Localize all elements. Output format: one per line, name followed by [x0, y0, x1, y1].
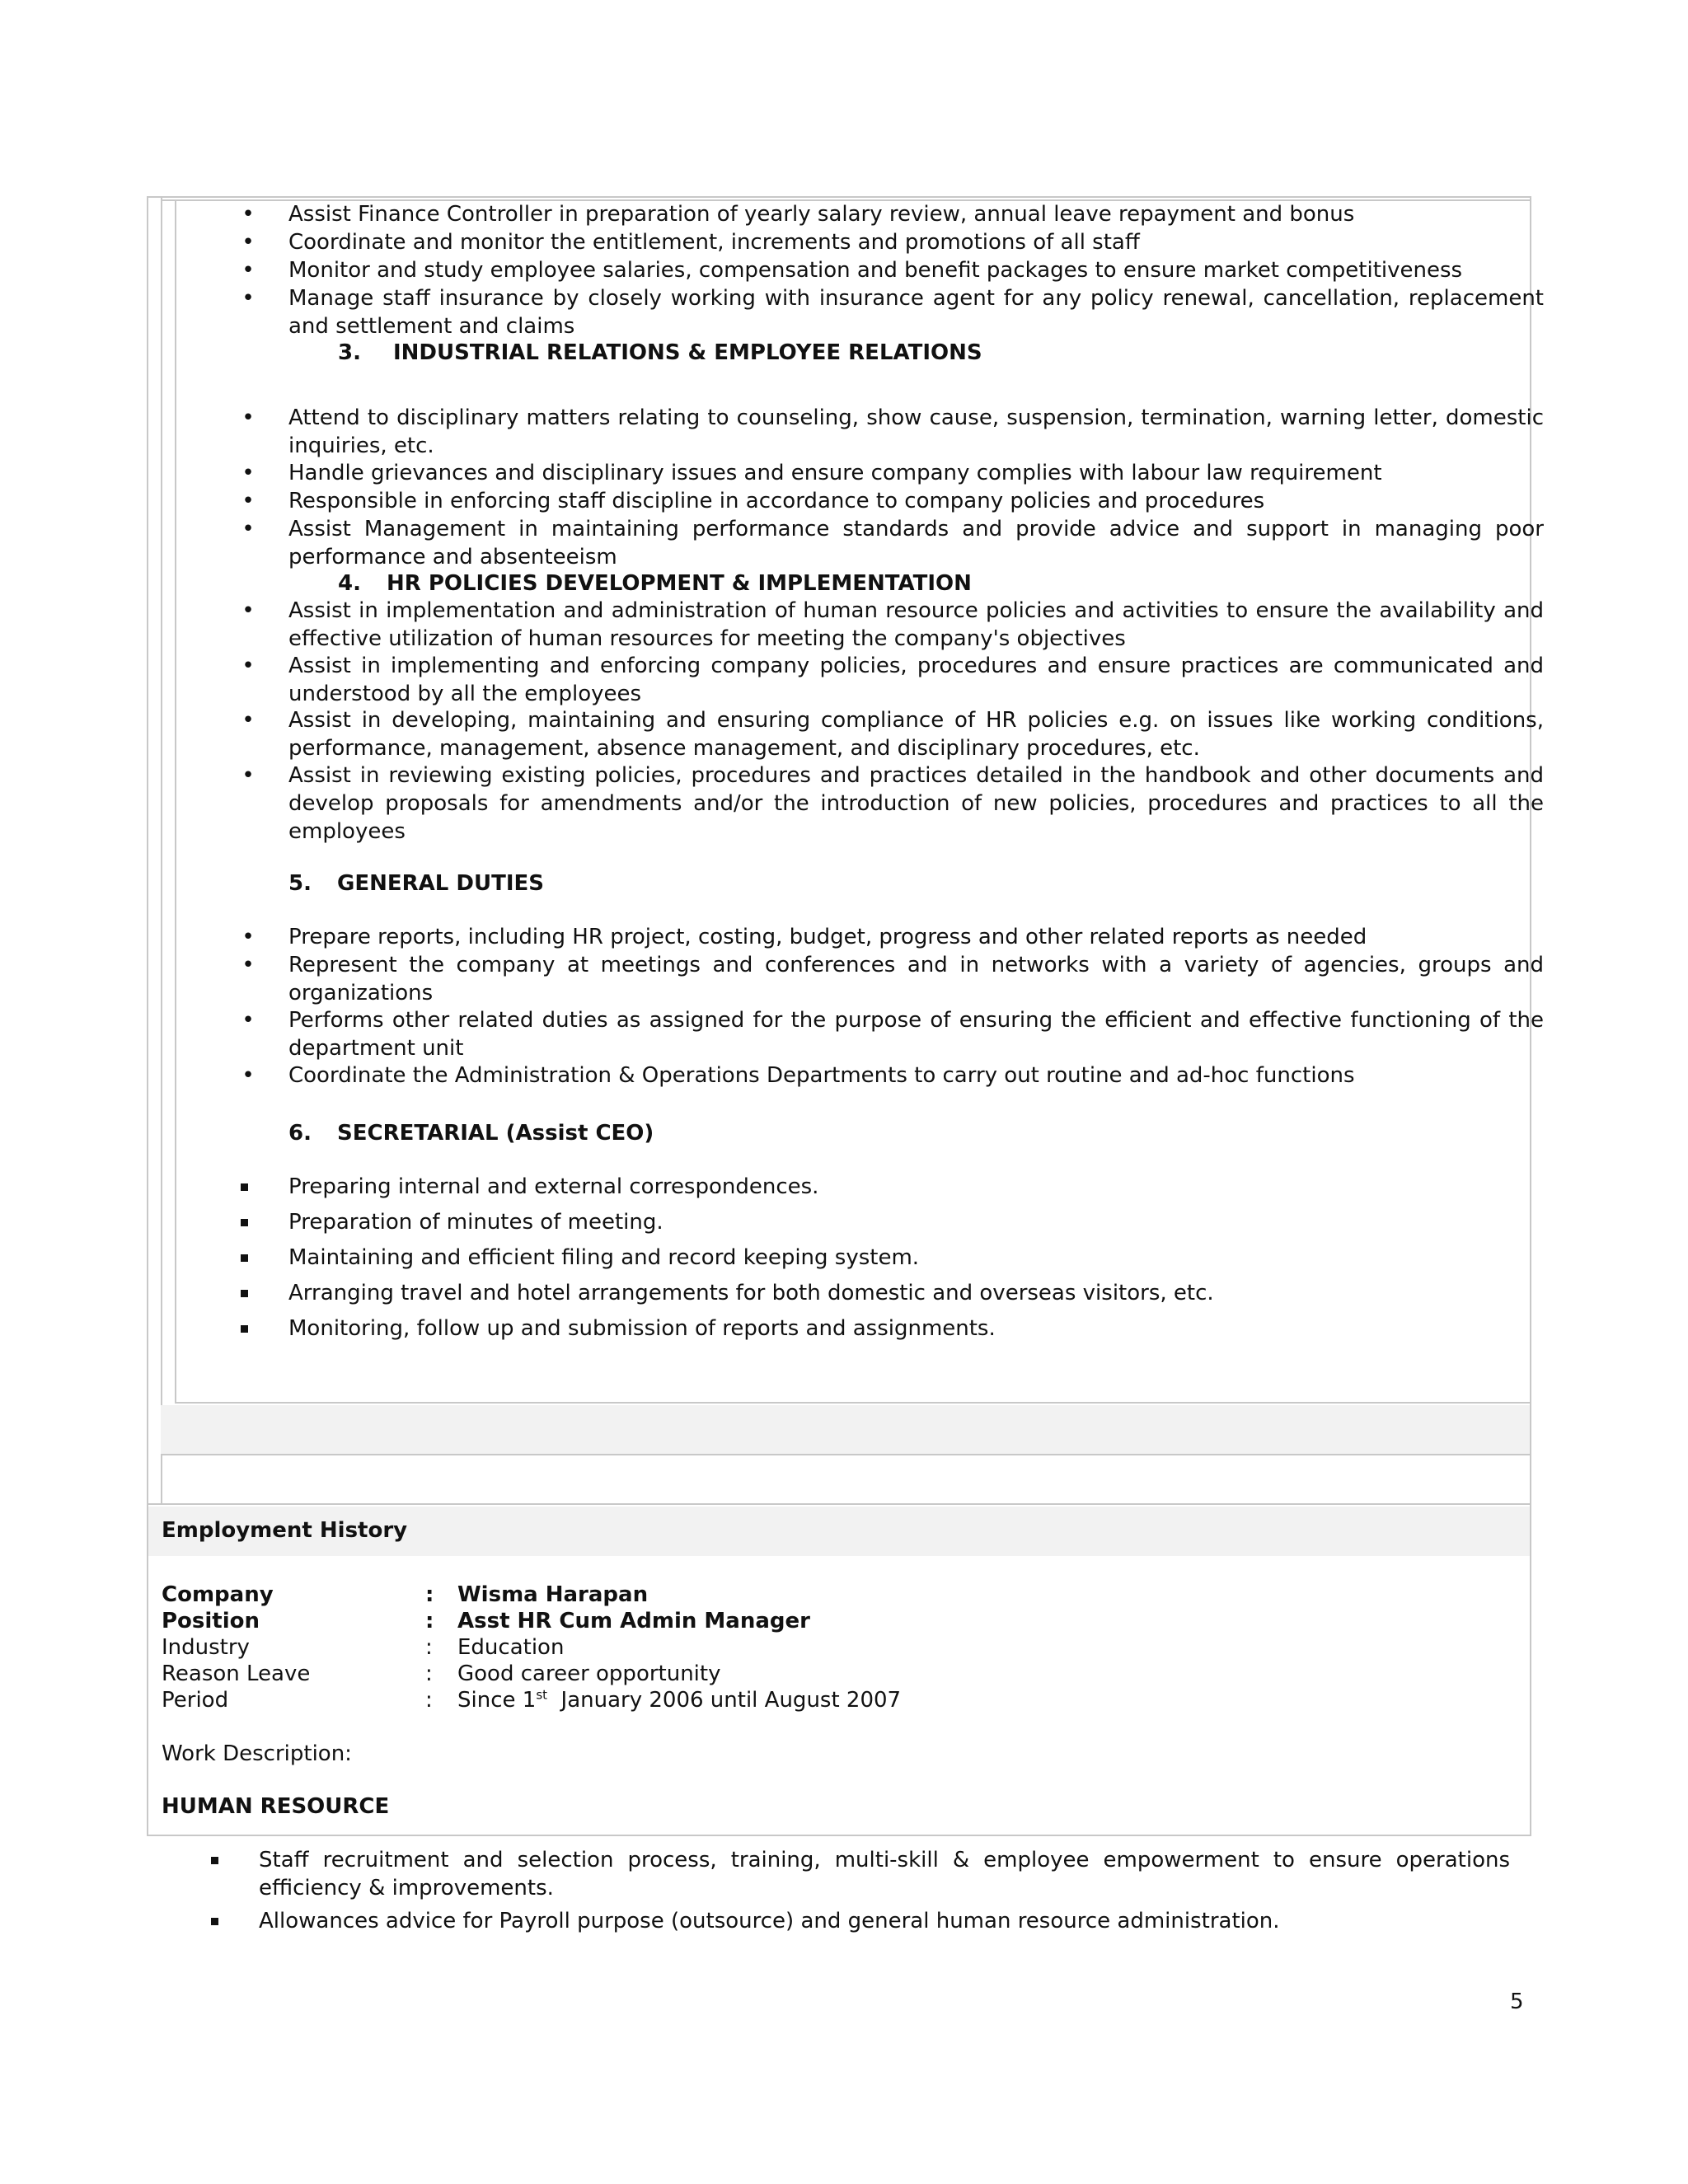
square-bullet — [241, 1219, 248, 1226]
page-number: 5 — [1510, 1990, 1524, 2014]
list-item: Performs other related duties as assigned for the purpose of ensuring the efficient and effective functioning of the department unit — [288, 1008, 1544, 1061]
bullet-dot: • — [241, 763, 255, 788]
list-item: Assist in implementation and administration of human resource policies and activities to ensure the availability and effective utilization of human resources for meeting the company's objectives — [288, 598, 1544, 651]
period-value-start: Since 1 — [457, 1688, 537, 1713]
colon: : — [425, 1635, 433, 1660]
list-item: Coordinate and monitor the entitlement, increments and promotions of all staff — [288, 230, 1140, 255]
position-value: Asst HR Cum Admin Manager — [457, 1609, 810, 1633]
bullet-dot: • — [241, 230, 255, 255]
list-item: Monitor and study employee salaries, compensation and benefit packages to ensure market competitiveness — [288, 258, 1463, 283]
colon: : — [425, 1582, 434, 1607]
list-item: Assist Management in maintaining performance standards and provide advice and support in managing poor performance and absenteeism — [288, 517, 1544, 569]
square-bullet — [241, 1183, 248, 1191]
employment-history-heading: Employment History — [162, 1518, 408, 1543]
section-title: HR POLICIES DEVELOPMENT & IMPLEMENTATION — [387, 571, 972, 596]
bullet-dot: • — [241, 654, 255, 678]
list-item: Allowances advice for Payroll purpose (outsource) and general human resource administration. — [259, 1909, 1280, 1933]
reason-leave-value: Good career opportunity — [457, 1661, 721, 1686]
bullet-dot: • — [241, 953, 255, 977]
company-label: Company — [162, 1582, 274, 1607]
human-resource-heading: HUMAN RESOURCE — [162, 1794, 390, 1819]
list-item: Monitoring, follow up and submission of reports and assignments. — [288, 1316, 996, 1341]
bullet-dot: • — [241, 461, 255, 485]
bullet-dot: • — [241, 286, 255, 311]
period-value — [457, 1686, 901, 1714]
list-item: Assist Finance Controller in preparation of yearly salary review, annual leave repayment and bonus — [288, 202, 1355, 227]
company-value: Wisma Harapan — [457, 1582, 649, 1607]
list-item: Coordinate the Administration & Operations Departments to carry out routine and ad-hoc functions — [288, 1063, 1355, 1088]
square-bullet — [211, 1857, 218, 1864]
section-number: 3. — [338, 340, 361, 365]
square-bullet — [241, 1254, 248, 1262]
list-item: Prepare reports, including HR project, costing, budget, progress and other related reports as needed — [288, 925, 1367, 949]
list-item: Maintaining and efficient filing and record keeping system. — [288, 1245, 920, 1270]
section-number: 5. — [288, 871, 312, 896]
square-bullet — [211, 1918, 218, 1925]
section-title: INDUSTRIAL RELATIONS & EMPLOYEE RELATIONS — [393, 340, 982, 365]
work-description-label: Work Description: — [162, 1741, 352, 1766]
bullet-dot: • — [241, 202, 255, 227]
bullet-dot: • — [241, 598, 255, 623]
list-item: Preparing internal and external correspondences. — [288, 1174, 819, 1199]
colon: : — [425, 1661, 433, 1686]
bullet-dot: • — [241, 517, 255, 541]
bullet-dot: • — [241, 1063, 255, 1088]
bullet-dot: • — [241, 925, 255, 949]
bullet-dot: • — [241, 489, 255, 513]
list-item: Assist in reviewing existing policies, procedures and practices detailed in the handbook and other documents and develop proposals for amendments and/or the introduction of new policies, procedures and practices to all the employees — [288, 763, 1544, 844]
bullet-dot: • — [241, 708, 255, 733]
industry-label: Industry — [162, 1635, 250, 1660]
section-title: SECRETARIAL (Assist CEO) — [337, 1121, 654, 1146]
list-item: Attend to disciplinary matters relating to counseling, show cause, suspension, termination, warning letter, domestic inquiries, etc. — [288, 405, 1544, 458]
colon: : — [425, 1688, 433, 1713]
list-item: Manage staff insurance by closely working with insurance agent for any policy renewal, cancellation, replacement and settlement and claims — [288, 286, 1544, 339]
list-item: Arranging travel and hotel arrangements for both domestic and overseas visitors, etc. — [288, 1281, 1214, 1305]
list-item: Assist in implementing and enforcing company policies, procedures and ensure practices are communicated and understood by all the employees — [288, 654, 1544, 706]
list-item: Handle grievances and disciplinary issues and ensure company complies with labour law requirement — [288, 461, 1382, 485]
reason-leave-label: Reason Leave — [162, 1661, 311, 1686]
list-item: Staff recruitment and selection process, training, multi-skill & employee empowerment to ensure operations efficiency & improvements. — [259, 1848, 1510, 1900]
period-value-end: January 2006 until August 2007 — [547, 1688, 902, 1713]
section-number: 4. — [338, 571, 361, 596]
bullet-dot: • — [241, 405, 255, 430]
bullet-dot: • — [241, 258, 255, 283]
list-item: Assist in developing, maintaining and ensuring compliance of HR policies e.g. on issues like working conditions, performance, management, absence management, and disciplinary procedures, etc. — [288, 708, 1544, 761]
square-bullet — [241, 1325, 248, 1333]
period-label: Period — [162, 1688, 229, 1713]
period-ordinal-suffix: st — [536, 1687, 548, 1703]
section-number: 6. — [288, 1121, 312, 1146]
list-item: Responsible in enforcing staff discipline in accordance to company policies and procedures — [288, 489, 1265, 513]
bullet-dot: • — [241, 1008, 255, 1033]
section-title: GENERAL DUTIES — [337, 871, 544, 896]
square-bullet — [241, 1290, 248, 1297]
colon: : — [425, 1609, 434, 1633]
list-item: Preparation of minutes of meeting. — [288, 1210, 663, 1235]
position-label: Position — [162, 1609, 260, 1633]
industry-value: Education — [457, 1635, 565, 1660]
list-item: Represent the company at meetings and conferences and in networks with a variety of agencies, groups and organizations — [288, 953, 1544, 1005]
